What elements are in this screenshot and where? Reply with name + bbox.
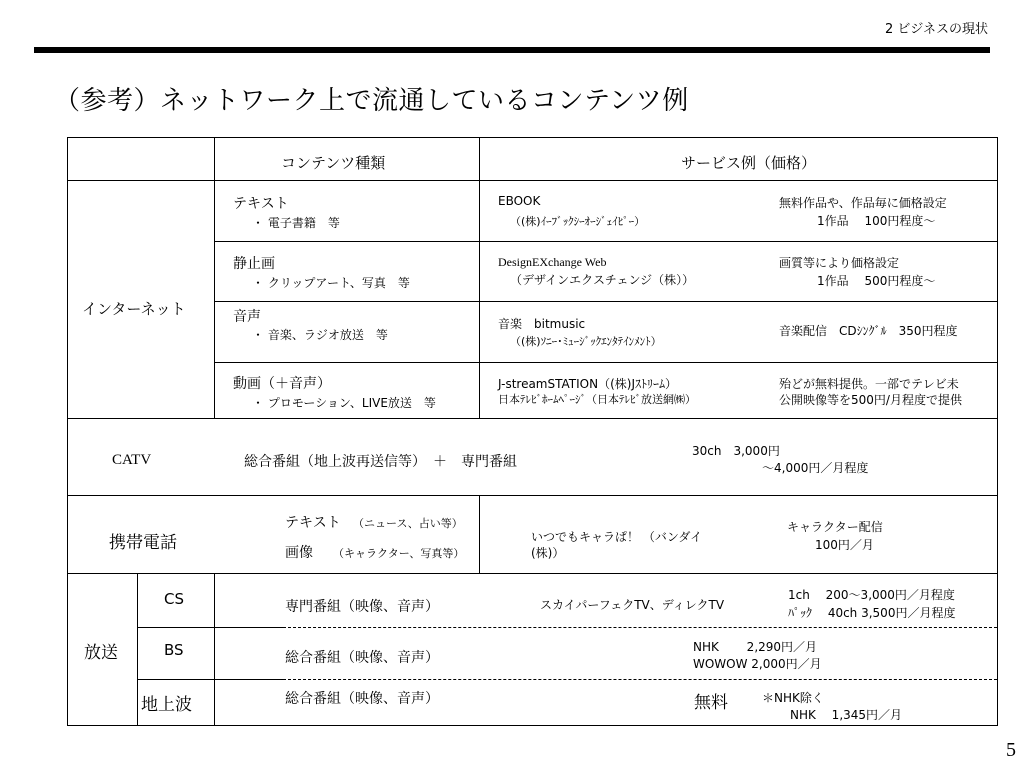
cs-bs-divider <box>137 627 283 628</box>
catv-price: 30ch 3,000円 <box>692 444 780 458</box>
internet-video-sub: ・ プロモーション、LIVE放送 等 <box>252 396 436 410</box>
cs-bs-dashed-divider <box>283 627 997 628</box>
internet-audio-service: 音楽 bitmusic <box>498 317 586 331</box>
cs-label: CS <box>164 590 184 608</box>
mobile-image-type: 画像 <box>285 545 313 561</box>
internet-video-type: 動画（＋音声） <box>233 376 331 392</box>
internet-video-service: J-streamSTATION（(株)Jｽﾄﾘｰﾑ） <box>498 377 677 391</box>
internet-video-price: 殆どが無料提供。一部でテレビ未 <box>779 377 959 391</box>
broadcast-col-divider <box>214 573 215 725</box>
internet-row-divider-1 <box>214 241 997 242</box>
bs-terrestrial-dashed-divider <box>283 679 997 680</box>
internet-audio-service-company: （(株)ｿﾆｰ･ﾐｭｰｼﾞｯｸｴﾝﾀﾃｲﾝﾒﾝﾄ） <box>510 335 662 348</box>
broadcast-label: 放送 <box>84 643 118 663</box>
mobile-service: いつでもキャラぱ！ （バンダイ <box>531 530 703 544</box>
terrestrial-price: NHK 1,345円／月 <box>790 708 903 722</box>
internet-video-service-2: 日本ﾃﾚﾋﾞﾎｰﾑﾍﾟｰｼﾞ（日本ﾃﾚﾋﾞ放送網㈱） <box>498 393 696 406</box>
internet-audio-type: 音声 <box>233 309 261 325</box>
bs-price-wowow: WOWOW 2,000円／月 <box>693 657 822 671</box>
internet-text-sub: ・ 電子書籍 等 <box>252 216 340 230</box>
internet-audio-sub: ・ 音楽、ラジオ放送 等 <box>252 328 388 342</box>
internet-text-service-company: （(株)ｲｰﾌﾞｯｸｼｰｵｰｼﾞｪｲﾋﾟｰ） <box>510 215 646 228</box>
mobile-text-sub: （ニュース、占い等） <box>353 517 463 530</box>
internet-text-service: EBOOK <box>498 194 541 208</box>
col-header-service: サービス例（価格） <box>681 154 817 172</box>
terrestrial-note: ＊NHK除く <box>762 691 824 705</box>
mobile-price-detail: 100円／月 <box>815 538 874 552</box>
bs-price-nhk: NHK 2,290円／月 <box>693 640 818 654</box>
col-divider-1 <box>214 138 215 418</box>
catv-price-detail: ～4,000円／月程度 <box>762 461 869 475</box>
broadcast-label-divider <box>137 573 138 725</box>
mobile-label: 携帯電話 <box>109 533 177 553</box>
cs-service: スカイパーフェクTV、ディレクTV <box>540 598 725 612</box>
mobile-image-sub: （キャラクター、写真等） <box>333 547 465 560</box>
mobile-col-divider <box>479 495 480 573</box>
internet-image-price: 画質等により価格設定 <box>779 256 900 270</box>
bs-content: 総合番組（映像、音声） <box>285 650 439 666</box>
cs-price-pack: ﾊﾟｯｸ 40ch 3,500円／月程度 <box>788 606 956 620</box>
mobile-service-company: (株)） <box>531 546 565 560</box>
internet-label: インターネット <box>82 300 186 318</box>
mobile-text-type: テキスト <box>285 515 341 531</box>
internet-text-price: 無料作品や、作品毎に価格設定 <box>779 196 947 210</box>
catv-top-divider <box>68 418 997 419</box>
internet-row-divider-3 <box>214 362 997 363</box>
internet-text-price-detail: 1作品 100円程度～ <box>817 214 936 228</box>
header-rule <box>34 47 990 53</box>
internet-text-type: テキスト <box>233 196 289 212</box>
broadcast-top-divider <box>68 573 997 574</box>
internet-audio-price: 音楽配信 CDｼﾝｸﾞﾙ 350円程度 <box>779 324 958 338</box>
col-divider-2 <box>479 138 480 418</box>
catv-label: CATV <box>112 452 152 468</box>
internet-image-type: 静止画 <box>233 256 275 272</box>
terrestrial-label: 地上波 <box>141 695 192 715</box>
internet-image-price-detail: 1作品 500円程度～ <box>817 274 936 288</box>
internet-video-price-detail: 公開映像等を500円/月程度で提供 <box>779 393 962 407</box>
terrestrial-service: 無料 <box>694 693 728 713</box>
bs-terrestrial-divider <box>137 679 283 680</box>
section-label: 2 ビジネスの現状 <box>884 22 988 37</box>
cs-price: 1ch 200～3,000円／月程度 <box>788 588 955 602</box>
header-row-divider <box>68 180 997 181</box>
internet-image-sub: ・ クリップアート、写真 等 <box>252 276 410 290</box>
col-header-type: コンテンツ種類 <box>281 154 386 172</box>
page-title: （参考）ネットワーク上で流通しているコンテンツ例 <box>54 86 689 116</box>
internet-image-service-company: （デザインエクスチェンジ（株）） <box>510 273 695 287</box>
mobile-price: キャラクター配信 <box>787 520 883 534</box>
mobile-top-divider <box>68 495 997 496</box>
internet-row-divider-2 <box>214 301 997 302</box>
terrestrial-content: 総合番組（映像、音声） <box>285 691 439 707</box>
catv-content: 総合番組（地上波再送信等） ＋ 専門番組 <box>244 454 517 470</box>
internet-image-service: DesignEXchange Web <box>498 255 607 269</box>
bs-label: BS <box>164 641 184 659</box>
page-number: 5 <box>1006 739 1016 761</box>
cs-content: 専門番組（映像、音声） <box>285 599 439 615</box>
